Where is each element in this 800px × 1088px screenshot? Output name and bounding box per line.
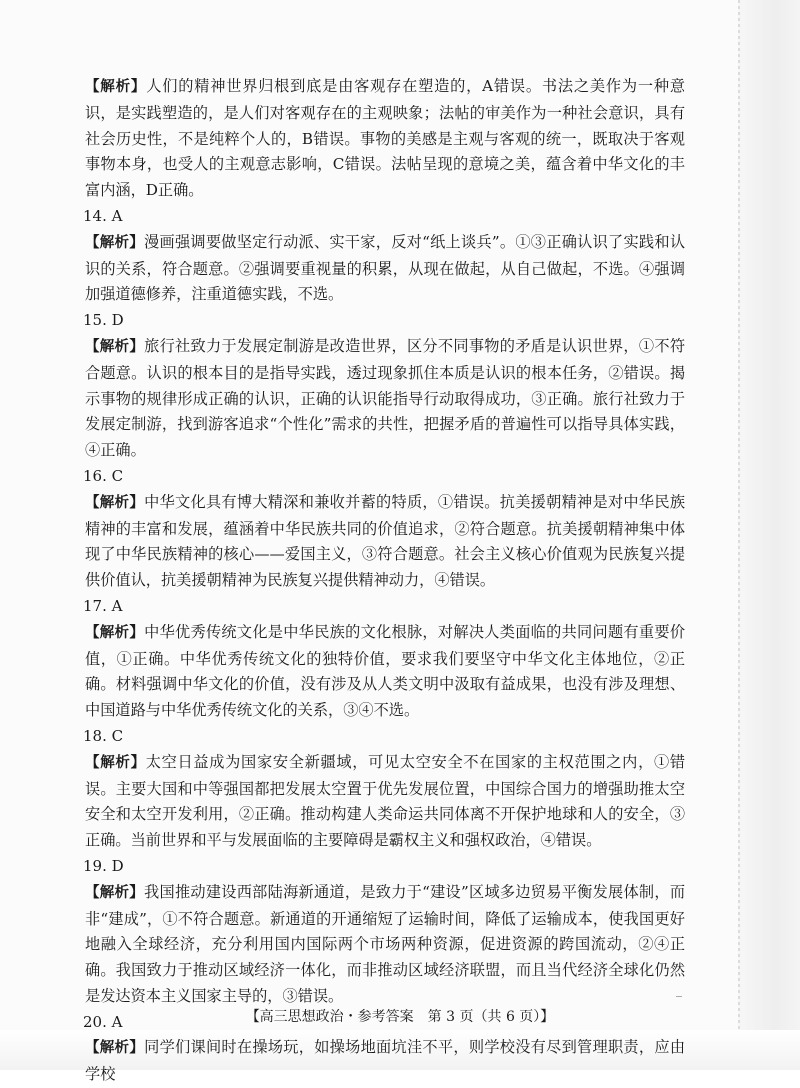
analysis-text: 旅行社致力于发展定制游是改造世界，区分不同事物的矛盾是认识世界，①不符合题意。认识的根本目的是指导实践，透过现象抓住本质是认识的根本任务，②错误。揭示事物的规律形成正确的认识，正确的认识能指导行动取得成功，③正确。旅行社致力于发展定制游，找到游客追求“个性化”需求的共性，把握矛盾的普遍性可以指导具体实践，④正确。 (85, 336, 686, 460)
question-number: 18. C (83, 726, 124, 745)
page-edge-shadow (738, 0, 800, 1070)
answer-block (85, 854, 685, 1010)
analysis-text: 中华文化具有博大精深和兼收并蓄的特质，①错误。抗美援朝精神是对中华民族精神的丰富和发展，蕴涵着中华民族共同的价值追求，②符合题意。抗美援朝精神集中体现了中华民族精神的核心——爱国主义，③符合题意。社会主义核心价值观为民族复兴提供价值认，抗美援朝精神为民族复兴提供精神动力，④错误。 (85, 492, 686, 590)
answer-block (85, 594, 685, 724)
answer-block (85, 464, 685, 594)
analysis-text: 太空日益成为国家安全新疆域，可见太空安全不在国家的主权范围之内，①错误。主要大国和中等强国都把发展太空置于优先发展位置，中国综合国力的增强助推太空安全和太空开发利用，②正确。推动构建人类命运共同体离不开保护地球和人的安全，③正确。当前世界和平与发展面临的主要障碍是霸权主义和强权政治，④错误。 (85, 752, 686, 850)
answer-block (85, 204, 685, 308)
analysis-tag: 【解析】 (85, 624, 145, 641)
scan-speck (676, 996, 682, 997)
answer-content (85, 74, 685, 1088)
analysis-paragraph (85, 1035, 685, 1088)
analysis-tag: 【解析】 (85, 494, 145, 511)
question-number: 15. D (83, 311, 124, 330)
analysis-text: 漫画强调要做坚定行动派、实干家，反对“纸上谈兵”。①③正确认识了实践和认识的关系，符合题意。②强调要重视量的积累，从现在做起，从自己做起，不选。④强调加强道德修养，注重道德实践，不选。 (85, 232, 686, 304)
page-footer: 【高三思想政治・参考答案 第 3 页（共 6 页）】 (245, 1009, 555, 1025)
analysis-paragraph (85, 74, 685, 204)
analysis-text: 中华优秀传统文化是中华民族的文化根脉，对解决人类面临的共同问题有重要价值，①正确。中华优秀传统文化的独特价值，要求我们要坚守中华文化主体地位，②正确。材料强调中华文化的价值，没有涉及从人类文明中汲取有益成果，也没有涉及理想、中国道路与中华优秀传统文化的关系，③④不选。 (85, 622, 686, 720)
question-number: 19. D (83, 856, 124, 875)
analysis-tag: 【解析】 (85, 1040, 145, 1057)
analysis-paragraph (85, 750, 685, 854)
question-number: 17. A (83, 596, 123, 615)
analysis-text: 人们的精神世界归根到底是由客观存在塑造的，A错误。书法之美作为一种意识，是实践塑造的，是人们对客观存在的主观映象；法帖的审美作为一种社会意识，具有社会历史性，不是纯粹个人的，B错误。事物的美感是主观与客观的统一，既取决于客观事物本身，也受人的主观意志影响，C错误。法帖呈现的意境之美，蕴含着中华文化的丰富内涵，D正确。 (85, 77, 686, 200)
analysis-tag: 【解析】 (85, 884, 145, 901)
analysis-paragraph (85, 230, 685, 308)
analysis-tag: 【解析】 (85, 79, 147, 95)
question-number: 20. A (83, 1012, 123, 1031)
analysis-text: 我国推动建设西部陆海新通道，是致力于“建设”区域多边贸易平衡发展体制，而非“建成”，①不符合题意。新通道的开通缩短了运输时间，降低了运输成本，使我国更好地融入全球经济，充分利用国内国际两个市场两种资源，促进资源的跨国流动，②④正确。我国致力于推动区域经济一体化，而非推动区域经济联盟，而且当代经济全球化仍然是发达资本主义国家主导的，③错误。 (85, 882, 686, 1005)
analysis-text: 同学们课间时在操场玩，如操场地面坑洼不平，则学校没有尽到管理职责，应由学校 (85, 1038, 686, 1084)
answer-block (85, 308, 685, 464)
question-number: 16. C (83, 466, 124, 485)
analysis-tag: 【解析】 (85, 754, 146, 771)
analysis-tag: 【解析】 (85, 234, 145, 251)
analysis-paragraph (85, 490, 685, 594)
analysis-paragraph (85, 880, 685, 1010)
analysis-paragraph (85, 334, 685, 464)
answer-block-13 (85, 74, 685, 204)
question-number: 14. A (83, 206, 123, 225)
analysis-paragraph (85, 620, 685, 724)
answer-block (85, 724, 685, 854)
analysis-tag: 【解析】 (85, 338, 145, 355)
